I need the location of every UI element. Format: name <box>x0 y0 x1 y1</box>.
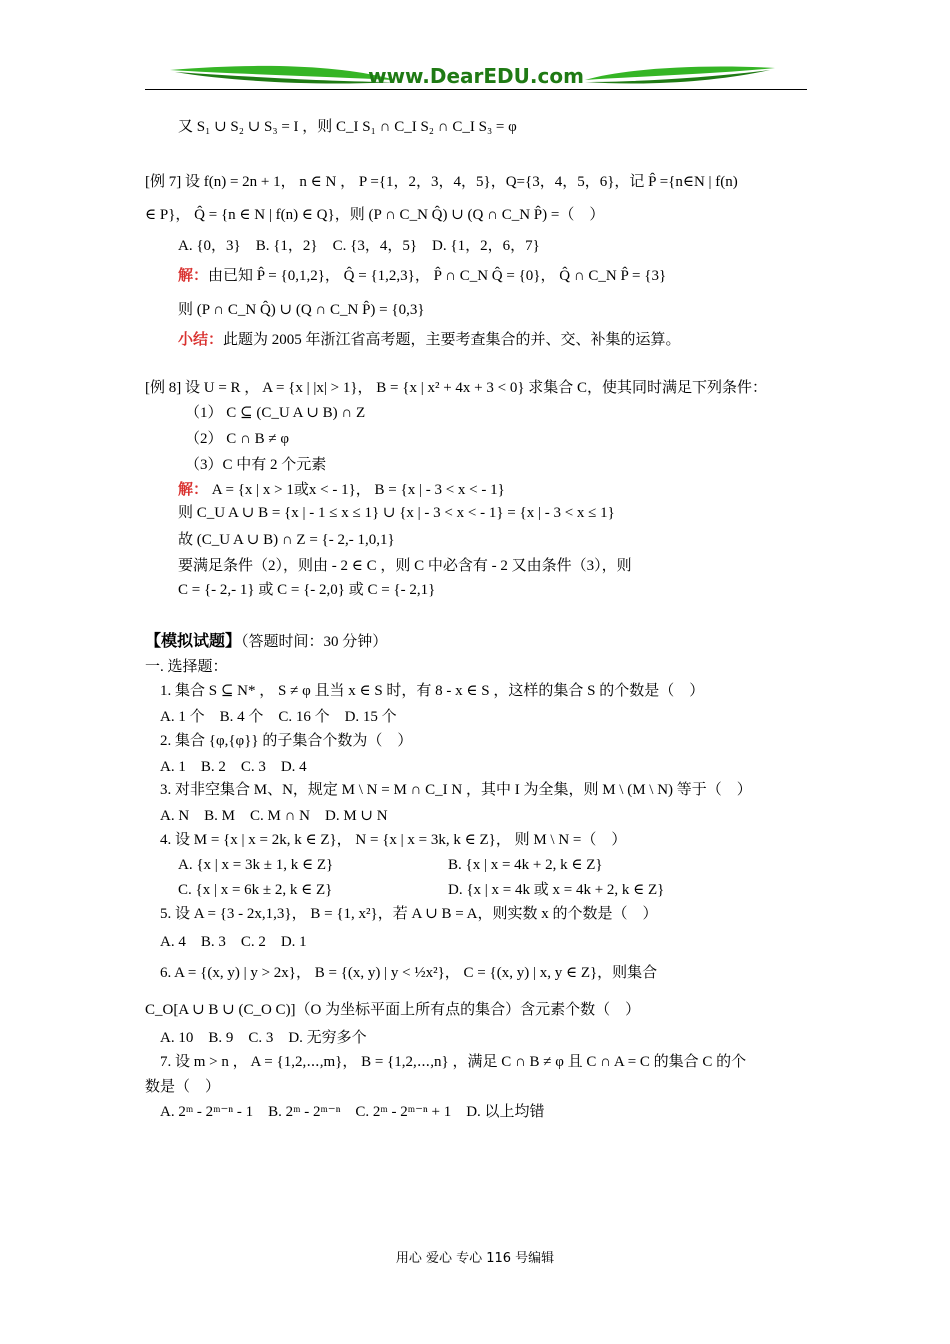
question-3: 3. 对非空集合 M、N，规定 M \ N = M ∩ C_I N ，其中 I 为全集，则 M \ (M \ N) 等于（ ） <box>160 782 752 798</box>
example-8-answer: C = {- 2,- 1} 或 C = {- 2,0} 或 C = {- 2,1} <box>178 582 436 598</box>
example-7-options: A. {0，3} B. {1，2} C. {3，4，5} D. {1，2，6，7} <box>178 238 540 254</box>
solution-text: 由已知 P̂ = {0,1,2}， Q̂ = {1,2,3}， P̂ ∩ C_N Q̂ = {0}， Q̂ ∩ C_N P̂ = {3} <box>208 268 667 284</box>
question-7-cont: 数是（ ） <box>145 1079 221 1095</box>
question-6-options: A. 10 B. 9 C. 3 D. 无穷多个 <box>160 1030 367 1046</box>
mock-test-title: 【模拟试题】 <box>145 633 242 650</box>
example-8-step-3: 要满足条件（2），则由 - 2 ∈ C ，则 C 中必含有 - 2 又由条件（3），则 <box>178 558 632 574</box>
question-1-options: A. 1 个 B. 4 个 C. 16 个 D. 15 个 <box>160 709 397 725</box>
example-8-step-1: 则 C_U A ∪ B = {x | - 1 ≤ x ≤ 1} ∪ {x | - 3 < x < - 1} = {x | - 3 < x ≤ 1} <box>178 505 615 521</box>
solution-label: 解： <box>178 482 209 498</box>
mock-test-time: （答题时间：30 分钟） <box>241 634 388 650</box>
mock-test-heading <box>145 632 387 652</box>
example-7-summary <box>178 330 681 350</box>
example-7-question: [例 7] 设 f(n) = 2n + 1， n ∈ N ， P ={1，2，3，4，5}，Q={3，4，5，6}，记 P̂ ={n∈N | f(n) <box>145 174 738 190</box>
example-8-solution <box>178 480 505 500</box>
site-logo-text[interactable]: www.DearEDU.com <box>368 64 584 88</box>
question-1: 1. 集合 S ⊆ N* ， S ≠ φ 且当 x ∈ S 时，有 8 - x ∈ S ，这样的集合 S 的个数是（ ） <box>160 683 705 699</box>
question-5: 5. 设 A = {3 - 2x,1,3}， B = {1, x²}，若 A ∪ B = A，则实数 x 的个数是（ ） <box>160 906 658 922</box>
question-4-option-a: A. {x | x = 3k ± 1, k ∈ Z} <box>178 857 334 873</box>
example-8-step-2: 故 (C_U A ∪ B) ∩ Z = {- 2,- 1,0,1} <box>178 532 395 548</box>
example-8-condition-3: （3）C 中有 2 个元素 <box>185 457 327 473</box>
example-7-result: 则 (P ∩ C_N Q̂) ∪ (Q ∩ C_N P̂) = {0,3} <box>178 302 425 318</box>
question-7-options: A. 2ᵐ - 2ᵐ⁻ⁿ - 1 B. 2ᵐ - 2ᵐ⁻ⁿ C. 2ᵐ - 2ᵐ⁻ⁿ + 1 D. 以上均错 <box>160 1104 545 1120</box>
summary-text: 此题为 2005 年浙江省高考题，主要考查集合的并、交、补集的运算。 <box>223 332 681 348</box>
section-choice: 一. 选择题： <box>145 659 228 675</box>
question-5-options: A. 4 B. 3 C. 2 D. 1 <box>160 934 307 950</box>
question-4: 4. 设 M = {x | x = 2k, k ∈ Z}， N = {x | x = 3k, k ∈ Z}， 则 M \ N =（ ） <box>160 832 627 848</box>
summary-label: 小结： <box>178 332 224 348</box>
question-6-cont: C_O[A ∪ B ∪ (C_O C)]（O 为坐标平面上所有点的集合）含元素个数（ ） <box>145 1002 641 1018</box>
example-8-condition-2: （2） C ∩ B ≠ φ <box>185 431 289 447</box>
example-7-question-cont: ∈ P}， Q̂ = {n ∈ N | f(n) ∈ Q}，则 (P ∩ C_N Q̂) ∪ (Q ∩ C_N P̂) =（ ） <box>145 207 605 223</box>
question-4-option-c: C. {x | x = 6k ± 2, k ∈ Z} <box>178 882 333 898</box>
page-footer: 用心 爱心 专心 116 号编辑 <box>395 1251 555 1266</box>
header-rule <box>145 89 807 90</box>
header-banner <box>145 58 807 92</box>
question-4-option-b: B. {x | x = 4k + 2, k ∈ Z} <box>448 857 603 873</box>
solution-label: 解： <box>178 268 209 284</box>
question-2-options: A. 1 B. 2 C. 3 D. 4 <box>160 759 307 775</box>
question-2: 2. 集合 {φ,{φ}} 的子集合个数为（ ） <box>160 733 413 749</box>
example-8-condition-1: （1） C ⊆ (C_U A ∪ B) ∩ Z <box>185 405 366 421</box>
question-4-option-d: D. {x | x = 4k 或 x = 4k + 2, k ∈ Z} <box>448 882 665 898</box>
solution-text: A = {x | x > 1或x < - 1}， B = {x | - 3 < x < - 1} <box>208 482 505 498</box>
example-7-solution <box>178 266 666 286</box>
question-3-options: A. N B. M C. M ∩ N D. M ∪ N <box>160 808 388 824</box>
example-8-question: [例 8] 设 U = R ， A = {x | |x| > 1}， B = {x | x² + 4x + 3 < 0} 求集合 C，使其同时满足下列条件： <box>145 380 768 396</box>
question-6: 6. A = {(x, y) | y > 2x}， B = {(x, y) | y < ½x²}， C = {(x, y) | x, y ∈ Z}，则集合 <box>160 965 658 981</box>
question-7: 7. 设 m > n ， A = {1,2,⋯,m}， B = {1,2,⋯,n} ，满足 C ∩ B ≠ φ 且 C ∩ A = C 的集合 C 的个 <box>160 1054 747 1070</box>
text-line: 又 S₁ ∪ S₂ ∪ S₃ = I ，则 C_I S₁ ∩ C_I S₂ ∩ C_I S₃ = φ <box>178 119 517 135</box>
